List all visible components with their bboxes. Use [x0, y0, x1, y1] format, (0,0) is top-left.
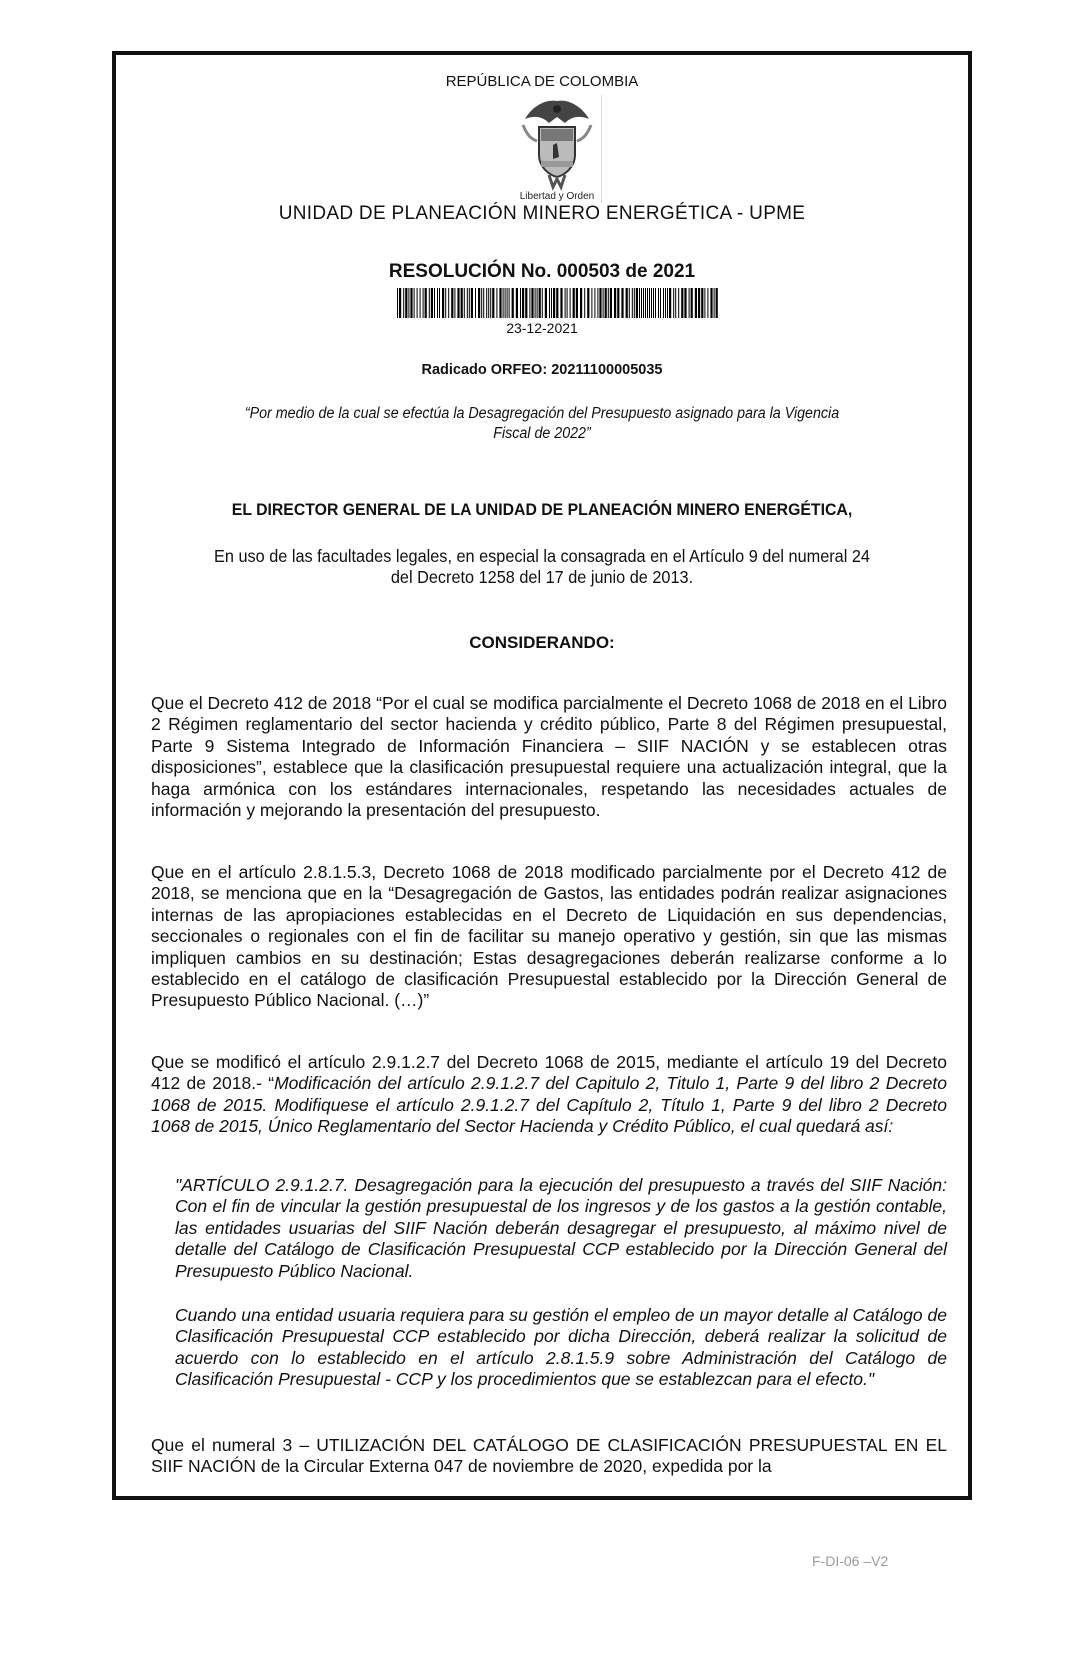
barcode-bar [454, 288, 455, 318]
barcode-bar [667, 288, 668, 318]
barcode-bar [614, 288, 616, 318]
barcode-bar [457, 288, 459, 318]
barcode-bar [417, 288, 418, 318]
barcode-bar [603, 288, 604, 318]
barcode-bar [490, 288, 491, 318]
barcode-bar [423, 288, 424, 318]
barcode-bar [639, 288, 640, 318]
barcode-bar [509, 288, 510, 318]
barcode-bar [560, 288, 562, 318]
barcode-bar [594, 288, 595, 318]
barcode-bar [599, 288, 601, 318]
barcode-bar [701, 288, 703, 318]
barcode-bar [681, 288, 683, 318]
barcode-bar [535, 288, 536, 318]
barcode-bar [522, 288, 524, 318]
legal-faculties [146, 546, 938, 588]
article-quote-1: "ARTÍCULO 2.9.1.2.7. Desagregación para la ejecución del presupuesto a través del SIIF Nación: Con el fin de vincular la gestión presupuestal de los ingresos y de los gastos a la gestión contable, las entidades usuarias del SIIF Nación deberán desagregar el presupuesto, al máximo nivel de detalle del Catálogo de Clasificación Presupuestal CCP establecido por la Dirección General del Presupuesto Público Nacional. [175, 1175, 947, 1281]
logo-motto: Libertad y Orden [519, 191, 595, 202]
barcode-bar [437, 288, 438, 318]
considering-heading: CONSIDERANDO: [469, 633, 615, 652]
barcode-bar [445, 288, 446, 318]
resolution-subject [150, 404, 934, 444]
barcode-bar [439, 288, 440, 318]
barcode-bar [655, 288, 656, 318]
barcode-bar [492, 288, 494, 318]
barcode-bar [478, 288, 480, 318]
barcode-bar [649, 288, 650, 318]
barcode-bar [499, 288, 501, 318]
barcode-bar [691, 288, 693, 318]
barcode-bar [621, 288, 623, 318]
barcode-bar [634, 288, 635, 318]
barcode-bar [665, 288, 666, 318]
barcode-bar [551, 288, 552, 318]
barcode-bar [629, 288, 630, 318]
barcode-bar [684, 288, 686, 318]
barcode-bar [434, 288, 435, 318]
barcode-bar [651, 288, 652, 318]
barcode-bar [531, 288, 533, 318]
barcode-bar [704, 288, 705, 318]
barcode-bar [467, 288, 468, 318]
barcode-bar [707, 288, 708, 318]
barcode-bar [658, 288, 659, 318]
considering-paragraph-3 [151, 1052, 947, 1138]
barcode-bar [399, 288, 401, 318]
barcode-bar [669, 288, 671, 318]
barcode-bar [567, 288, 568, 318]
barcode-bar [520, 288, 521, 318]
barcode-bar [425, 288, 427, 318]
barcode-bar [636, 288, 638, 318]
barcode-date: 23-12-2021 [506, 320, 578, 336]
barcode-bar [678, 288, 679, 318]
paragraph-3-text: Que se modificó el artículo 2.9.1.2.7 del Decreto 1068 de 2015, mediante el artículo 19 del Decreto 412 de 2018.- “ [151, 1052, 947, 1094]
barcode-bar [461, 288, 463, 318]
barcode-bar [420, 288, 421, 318]
paragraph-3-italic-citation: Modificación del artículo 2.9.1.2.7 del Capitulo 2, Titulo 1, Parte 9 del libro 2 Decreto 1068 de 2015. Modifiquese el artículo 2.9.1.2.7 del Capítulo 2, Título 1, Parte 9 del libro 2 Decreto 1068 de 2015, Único Reglamentario del Sector Hacienda y Crédito Público, el cual quedará así: [151, 1073, 947, 1137]
barcode-bar [643, 288, 644, 318]
barcode-bar [641, 288, 642, 318]
coat-of-arms-icon [513, 95, 601, 203]
barcode-bar [488, 288, 489, 318]
barcode-bar [405, 288, 407, 318]
barcode-bar [545, 288, 547, 318]
barcode-bar [698, 288, 700, 318]
barcode-bar [481, 288, 482, 318]
barcode-bar [539, 288, 541, 318]
barcode-bar [448, 288, 449, 318]
barcode-bar [673, 288, 674, 318]
coat-of-arms-logo [513, 95, 602, 203]
director-heading: EL DIRECTOR GENERAL DE LA UNIDAD DE PLANEACIÓN MINERO ENERGÉTICA, [231, 500, 853, 519]
article-quote-2: Cuando una entidad usuaria requiera para su gestión el empleo de un mayor detalle al Catálogo de Clasificación Presupuestal CCP establecido por dicha Dirección, deberá realizar la solicitud de acuerdo con lo establecido en el artículo 2.8.1.5.9 sobre Administración del Catálogo de Clasificación Presupuestal - CCP y los procedimientos que se establezcan para el efecto." [175, 1305, 947, 1390]
barcode-bar [537, 288, 538, 318]
barcode-bar [496, 288, 497, 318]
barcode-bar [549, 288, 550, 318]
barcode-bar [647, 288, 648, 318]
barcode-bar [663, 288, 664, 318]
barcode-bar [587, 288, 589, 318]
barcode-bar [486, 288, 487, 318]
barcode-bar [431, 288, 433, 318]
barcode-bar [397, 288, 398, 318]
entity-name: UNIDAD DE PLANEACIÓN MINERO ENERGÉTICA - UPME [278, 203, 806, 224]
barcode-bar [525, 288, 527, 318]
barcode-bar [610, 288, 612, 318]
barcode-bar [580, 288, 582, 318]
barcode [397, 288, 719, 318]
barcode-bar [553, 288, 555, 318]
barcode-bar [505, 288, 506, 318]
form-code-footer: F-DI-06 –V2 [812, 1553, 889, 1569]
barcode-bar [710, 288, 712, 318]
barcode-bar [469, 288, 470, 318]
barcode-bar [410, 288, 412, 318]
barcode-bar [632, 288, 633, 318]
barcode-bar [653, 288, 654, 318]
barcode-bar [626, 288, 628, 318]
barcode-bar [617, 288, 619, 318]
barcode-bar [608, 288, 609, 318]
barcode-bar [565, 288, 566, 318]
resolution-number: RESOLUCIÓN No. 000503 de 2021 [388, 261, 696, 282]
barcode-bar [464, 288, 465, 318]
barcode-bar [714, 288, 715, 318]
subject-line-2: Fiscal de 2022” [493, 425, 591, 442]
barcode-bar [716, 288, 718, 318]
barcode-bar [512, 288, 514, 318]
barcode-bar [576, 288, 578, 318]
faculties-line-2: del Decreto 1258 del 17 de junio de 2013. [390, 567, 694, 587]
barcode-bar [408, 288, 409, 318]
barcode-bar [591, 288, 592, 318]
barcode-bar [675, 288, 676, 318]
barcode-bar [503, 288, 504, 318]
barcode-bar [645, 288, 646, 318]
barcode-bar [573, 288, 575, 318]
country-header: REPÚBLICA DE COLOMBIA [445, 73, 639, 90]
barcode-bar [695, 288, 697, 318]
barcode-bar [529, 288, 530, 318]
barcode-bar [689, 288, 690, 318]
barcode-bar [605, 288, 607, 318]
barcode-bar [570, 288, 571, 318]
barcode-bar [516, 288, 518, 318]
barcode-bar [542, 288, 543, 318]
barcode-bar [429, 288, 430, 318]
barcode-bar [660, 288, 661, 318]
considering-paragraph-1: Que el Decreto 412 de 2018 “Por el cual se modifica parcialmente el Decreto 1068 de 2018 en el Libro 2 Régimen reglamentario del sector hacienda y crédito público, Parte 8 del Régimen presupuestal, Parte 9 Sistema Integrado de Información Financiera – SIIF NACIÓN y se establecen otras disposiciones”, establece que la clasificación presupuestal requiere una actualización integral, que la haga armónica con los estándares internacionales, respetando las necesidades actuales de información y mejorando la presentación del presupuesto. [151, 693, 947, 821]
barcode-bar [507, 288, 508, 318]
considering-paragraph-4: Que el numeral 3 – UTILIZACIÓN DEL CATÁLOGO DE CLASIFICACIÓN PRESUPUESTAL EN EL SIIF NACIÓN de la Circular Externa 047 de noviembre de 2020, expedida por la [151, 1435, 947, 1477]
faculties-line-1: En uso de las facultades legales, en especial la consagrada en el Artículo 9 del numeral 24 [214, 546, 870, 566]
barcode-bar [451, 288, 453, 318]
subject-line-1: “Por medio de la cual se efectúa la Desagregación del Presupuesto asignado para la Vigencia [244, 405, 840, 422]
barcode-bar [475, 288, 476, 318]
orfeo-filing-number: Radicado ORFEO: 20211100005035 [421, 362, 663, 378]
barcode-bar [403, 288, 404, 318]
barcode-bar [483, 288, 484, 318]
barcode-bar [556, 288, 558, 318]
barcode-bar [471, 288, 473, 318]
barcode-bar [584, 288, 585, 318]
barcode-bar [597, 288, 598, 318]
considering-paragraph-2: Que en el artículo 2.8.1.5.3, Decreto 1068 de 2018 modificado parcialmente por el Decreto 412 de 2018, se menciona que en la “Desagregación de Gastos, las entidades podrán realizar asignaciones internas de las apropiaciones establecidas en el Decreto de Liquidación en sus dependencias, seccionales o regionales con el fin de facilitar su manejo operativo y gestión, sin que las mismas impliquen cambios en su destinación; Estas desagregaciones deberán realizarse conforme a lo establecido en el catálogo de clasificación Presupuestal establecido por la Dirección General de Presupuesto Público Nacional. (…)” [151, 862, 947, 1011]
barcode-bar [414, 288, 415, 318]
barcode-bar [442, 288, 444, 318]
